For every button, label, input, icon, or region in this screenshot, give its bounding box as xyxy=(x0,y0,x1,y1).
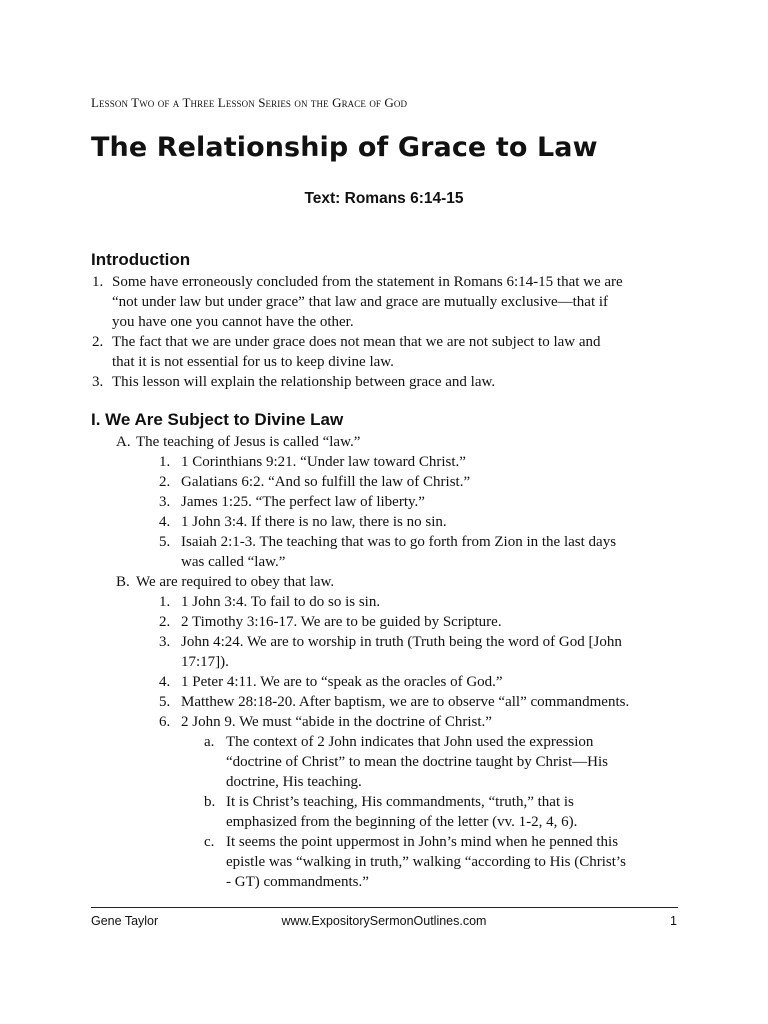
intro-item-number: 3. xyxy=(92,374,104,390)
section-b-label: B. xyxy=(116,574,130,590)
section-b-item-line: 17:17]). xyxy=(181,654,229,670)
footer-author: Gene Taylor xyxy=(91,914,159,928)
section-b-subitem-line: “doctrine of Christ” to mean the doctrine taught by Christ—His xyxy=(226,754,609,770)
section-a-item-number: 4. xyxy=(159,514,171,530)
section-b-subitem-line: - GT) commandments.” xyxy=(226,874,369,890)
page-title: The Relationship of Grace to Law xyxy=(91,132,598,163)
intro-item-line: you have one you cannot have the other. xyxy=(112,314,354,330)
introduction-heading: Introduction xyxy=(91,250,191,269)
intro-item-number: 2. xyxy=(92,334,104,350)
scripture-reference: Text: Romans 6:14-15 xyxy=(304,190,464,207)
section-b-item-number: 1. xyxy=(159,594,171,610)
section-a-item-line: 1 John 3:4. If there is no law, there is no sin. xyxy=(181,514,447,530)
section-a-item-line: was called “law.” xyxy=(181,554,286,570)
section-b-subitem-letter: a. xyxy=(204,734,215,750)
section-a-label: A. xyxy=(116,434,131,450)
section-a-item-line: Galatians 6:2. “And so fulfill the law of Christ.” xyxy=(181,474,471,490)
intro-item-line: Some have erroneously concluded from the statement in Romans 6:14-15 that we are xyxy=(112,274,623,290)
section-a-text: The teaching of Jesus is called “law.” xyxy=(136,434,361,450)
section-b-item-number: 3. xyxy=(159,634,171,650)
section-b-item-line: 2 Timothy 3:16-17. We are to be guided by Scripture. xyxy=(181,614,502,630)
section-b-item-line: Matthew 28:18-20. After baptism, we are to observe “all” commandments. xyxy=(181,694,630,710)
section-b-subitem-line: epistle was “walking in truth,” walking “according to His (Christ’s xyxy=(226,854,626,870)
section-b-subitem-line: emphasized from the beginning of the letter (vv. 1-2, 4, 6). xyxy=(226,814,578,830)
section-b-subitem-line: It seems the point uppermost in John’s mind when he penned this xyxy=(226,834,619,850)
section-b-subitem-line: doctrine, His teaching. xyxy=(226,774,362,790)
section-a-item-number: 5. xyxy=(159,534,171,550)
footer-website: www.ExpositorySermonOutlines.com xyxy=(281,914,487,928)
section-a-item-line: Isaiah 2:1-3. The teaching that was to go forth from Zion in the last days xyxy=(181,534,617,550)
section-b-item-line: 2 John 9. We must “abide in the doctrine of Christ.” xyxy=(181,714,492,730)
section-b-subitem-line: It is Christ’s teaching, His commandments, “truth,” that is xyxy=(226,794,574,810)
series-subtitle: Lesson Two of a Three Lesson Series on the Grace of God xyxy=(91,95,408,110)
section-a-item-line: 1 Corinthians 9:21. “Under law toward Christ.” xyxy=(181,454,466,470)
section-a-item-number: 1. xyxy=(159,454,171,470)
intro-item-number: 1. xyxy=(92,274,104,290)
section-heading-1: I. We Are Subject to Divine Law xyxy=(91,410,344,429)
footer-page-number: 1 xyxy=(670,914,677,928)
section-b-subitem-letter: c. xyxy=(204,834,215,850)
section-b-subitem-line: The context of 2 John indicates that John used the expression xyxy=(226,734,594,750)
section-a-item-number: 3. xyxy=(159,494,171,510)
intro-item-line: This lesson will explain the relationship between grace and law. xyxy=(112,374,496,390)
section-b-item-line: John 4:24. We are to worship in truth (Truth being the word of God [John xyxy=(181,634,622,650)
section-b-item-number: 5. xyxy=(159,694,171,710)
intro-item-line: that it is not essential for us to keep divine law. xyxy=(112,354,394,370)
intro-item-line: The fact that we are under grace does not mean that we are not subject to law and xyxy=(112,334,601,350)
section-b-item-line: 1 Peter 4:11. We are to “speak as the oracles of God.” xyxy=(181,674,503,690)
section-b-item-line: 1 John 3:4. To fail to do so is sin. xyxy=(181,594,381,610)
section-b-subitem-letter: b. xyxy=(204,794,216,810)
section-b-item-number: 6. xyxy=(159,714,171,730)
section-b-item-number: 2. xyxy=(159,614,171,630)
footer-divider xyxy=(91,907,678,908)
intro-item-line: “not under law but under grace” that law and grace are mutually exclusive—that if xyxy=(112,294,609,310)
section-b-item-number: 4. xyxy=(159,674,171,690)
section-b-text: We are required to obey that law. xyxy=(136,574,335,590)
section-a-item-number: 2. xyxy=(159,474,171,490)
section-a-item-line: James 1:25. “The perfect law of liberty.” xyxy=(181,494,425,510)
